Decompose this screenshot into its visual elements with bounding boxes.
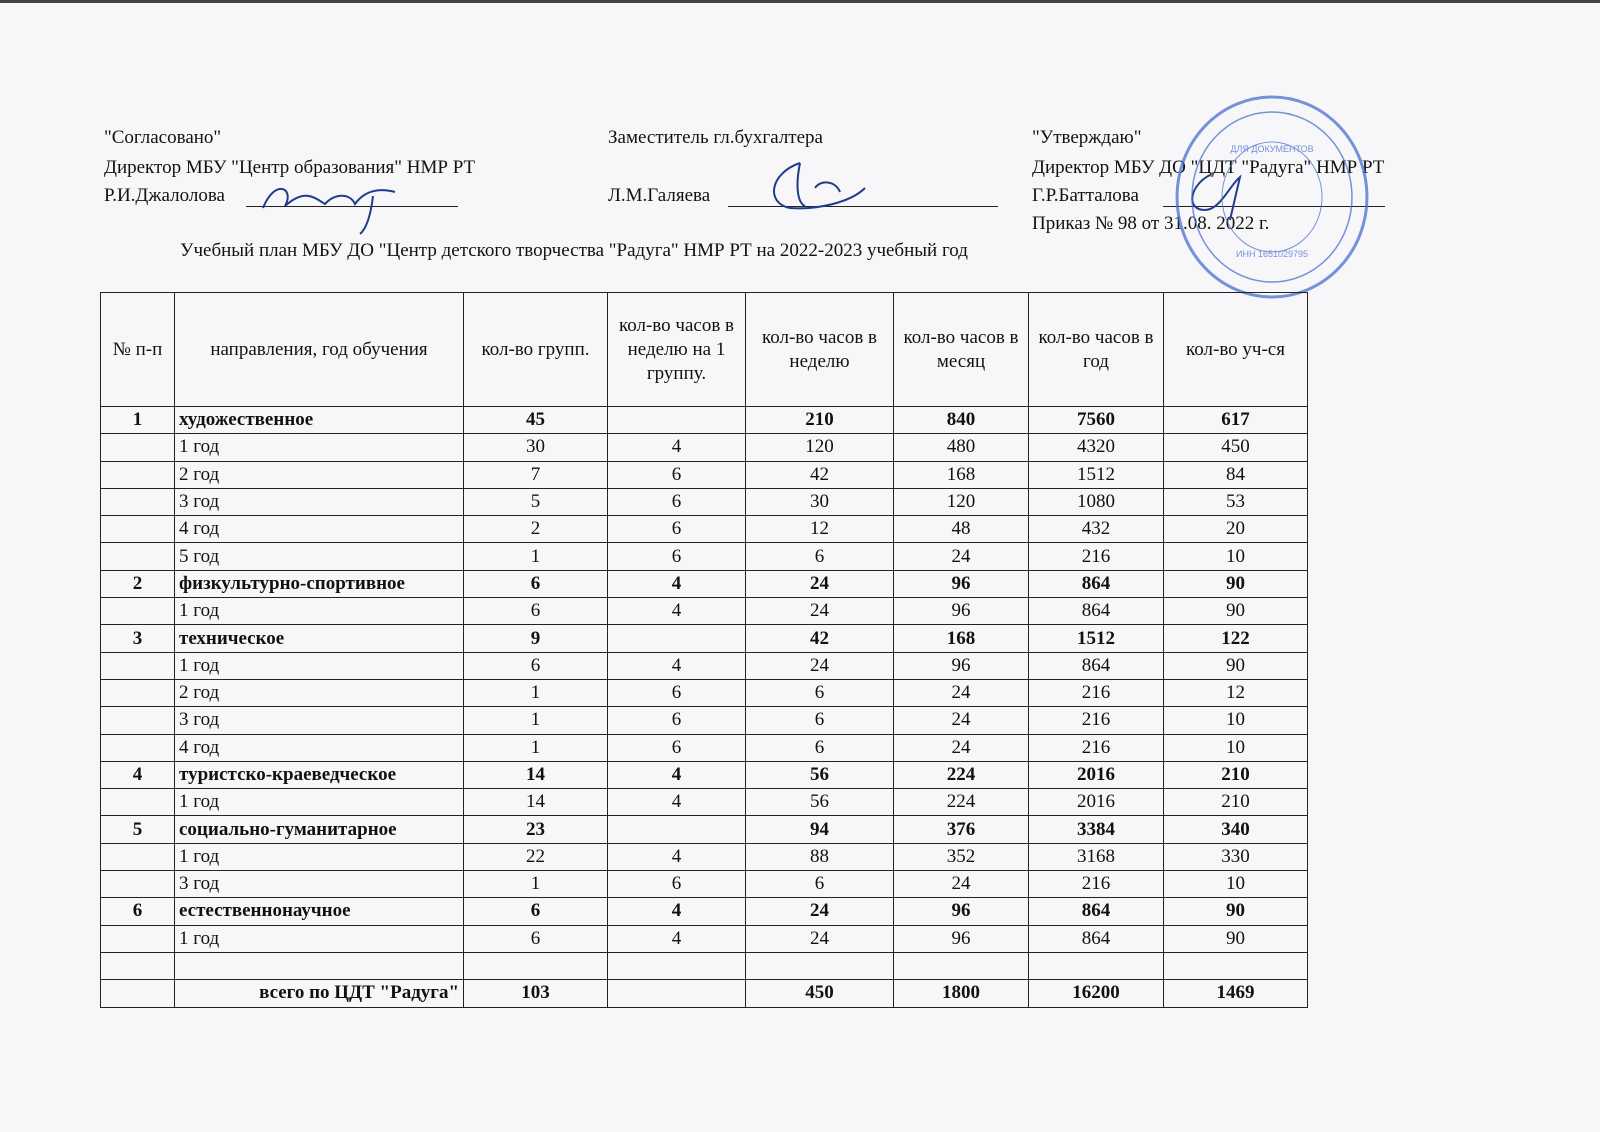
signature-middle (760, 158, 880, 218)
table-row (101, 598, 1308, 625)
document-title: Учебный план МБУ ДО "Центр детского творчества "Радуга" НМР РТ на 2022-2023 учебный год (180, 240, 968, 261)
cell-col-direction: 1 год (175, 598, 464, 625)
cell-col-hours-week: 24 (746, 652, 894, 679)
cell-col-hours-month: 168 (894, 625, 1029, 652)
cell-col-hours-year: 7560 (1029, 407, 1164, 434)
approval-left-position: Директор МБУ "Центр образования" НМР РТ (104, 157, 476, 178)
cell-col-hours-per-group: 4 (608, 843, 746, 870)
header-col-groups: кол-во групп. (464, 293, 608, 407)
cell-col-groups: 22 (464, 843, 608, 870)
header-col-students: кол-во уч-ся (1164, 293, 1308, 407)
direction-row (101, 898, 1308, 925)
cell-col-direction: 3 год (175, 871, 464, 898)
direction-row (101, 407, 1308, 434)
cell-col-students: 10 (1164, 543, 1308, 570)
table-row (101, 488, 1308, 515)
cell-col-students: 20 (1164, 516, 1308, 543)
cell-col-hours-week: 24 (746, 925, 894, 952)
cell-col-groups: 23 (464, 816, 608, 843)
cell-col-hours-week: 30 (746, 488, 894, 515)
cell-col-students: 90 (1164, 925, 1308, 952)
cell-col-hours-month: 224 (894, 789, 1029, 816)
cell-col-hours-per-group (608, 952, 746, 979)
cell-col-students: 450 (1164, 434, 1308, 461)
cell-col-hours-year: 216 (1029, 679, 1164, 706)
cell-col-direction: 1 год (175, 789, 464, 816)
cell-col-number: 4 (101, 761, 175, 788)
cell-col-hours-per-group: 6 (608, 488, 746, 515)
cell-col-direction: 1 год (175, 652, 464, 679)
cell-col-students: 340 (1164, 816, 1308, 843)
cell-col-hours-month: 24 (894, 679, 1029, 706)
cell-col-direction: 4 год (175, 516, 464, 543)
cell-col-students: 122 (1164, 625, 1308, 652)
cell-col-students: 53 (1164, 488, 1308, 515)
table-row (101, 925, 1308, 952)
table-row (101, 543, 1308, 570)
cell-col-groups: 45 (464, 407, 608, 434)
cell-col-hours-week: 24 (746, 598, 894, 625)
cell-col-hours-year: 1080 (1029, 488, 1164, 515)
cell-col-number (101, 488, 175, 515)
cell-col-hours-week: 6 (746, 543, 894, 570)
table-row (101, 652, 1308, 679)
cell-col-direction: 1 год (175, 843, 464, 870)
cell-col-hours-week: 12 (746, 516, 894, 543)
cell-col-number (101, 679, 175, 706)
direction-row (101, 625, 1308, 652)
cell-col-number (101, 516, 175, 543)
approval-middle-name: Л.М.Галяева (608, 185, 711, 206)
cell-col-direction: 1 год (175, 925, 464, 952)
cell-col-number (101, 543, 175, 570)
cell-col-direction: 3 год (175, 707, 464, 734)
cell-col-direction: 1 год (175, 434, 464, 461)
cell-col-direction: техническое (175, 625, 464, 652)
cell-col-students: 90 (1164, 898, 1308, 925)
cell-col-hours-per-group: 6 (608, 461, 746, 488)
cell-col-hours-per-group: 4 (608, 570, 746, 597)
cell-col-hours-month: 24 (894, 871, 1029, 898)
cell-col-groups: 5 (464, 488, 608, 515)
cell-col-hours-per-group: 6 (608, 516, 746, 543)
cell-col-direction: 4 год (175, 734, 464, 761)
approval-left-name: Р.И.Джалолова (104, 185, 225, 206)
cell-col-hours-week: 42 (746, 461, 894, 488)
cell-col-students: 1469 (1164, 980, 1308, 1007)
cell-col-hours-per-group: 6 (608, 734, 746, 761)
signature-left (255, 168, 415, 238)
cell-col-hours-month: 168 (894, 461, 1029, 488)
cell-col-number: 6 (101, 898, 175, 925)
order-reference: Приказ № 98 от 31.08. 2022 г. (1032, 213, 1270, 234)
cell-col-students: 12 (1164, 679, 1308, 706)
cell-col-hours-month: 96 (894, 570, 1029, 597)
approval-left-heading: "Согласовано" (104, 127, 222, 148)
cell-col-hours-week: 24 (746, 898, 894, 925)
direction-row (101, 570, 1308, 597)
cell-col-direction: художественное (175, 407, 464, 434)
cell-col-hours-week (746, 952, 894, 979)
cell-col-number (101, 434, 175, 461)
header-col-hours-week: кол-во часов в неделю (746, 293, 894, 407)
cell-col-hours-year: 2016 (1029, 761, 1164, 788)
cell-col-hours-week: 6 (746, 707, 894, 734)
cell-col-hours-week: 6 (746, 734, 894, 761)
cell-col-hours-month: 24 (894, 543, 1029, 570)
approval-right-position: Директор МБУ ДО "ЦДТ "Радуга" НМР РТ (1032, 157, 1385, 178)
cell-col-hours-year: 216 (1029, 871, 1164, 898)
cell-col-hours-week: 56 (746, 761, 894, 788)
table-row (101, 734, 1308, 761)
cell-col-hours-month: 120 (894, 488, 1029, 515)
cell-col-hours-month: 24 (894, 707, 1029, 734)
cell-col-students: 90 (1164, 570, 1308, 597)
approval-right-name: Г.Р.Батталова (1032, 185, 1139, 206)
cell-col-groups: 103 (464, 980, 608, 1007)
cell-col-groups: 6 (464, 598, 608, 625)
table-row (101, 516, 1308, 543)
cell-col-students: 617 (1164, 407, 1308, 434)
approval-middle-position: Заместитель гл.бухгалтера (608, 127, 823, 148)
cell-col-hours-per-group: 4 (608, 789, 746, 816)
cell-col-hours-per-group (608, 816, 746, 843)
cell-col-hours-month: 480 (894, 434, 1029, 461)
table-row (101, 952, 1308, 979)
cell-col-number (101, 789, 175, 816)
cell-col-hours-year: 864 (1029, 652, 1164, 679)
direction-row (101, 761, 1308, 788)
cell-col-direction: всего по ЦДТ "Радуга" (175, 980, 464, 1007)
cell-col-hours-month: 24 (894, 734, 1029, 761)
header-col-number: № п-п (101, 293, 175, 407)
cell-col-hours-per-group: 4 (608, 898, 746, 925)
cell-col-hours-year: 1512 (1029, 625, 1164, 652)
approval-right-heading: "Утверждаю" (1032, 127, 1142, 148)
table-row (101, 461, 1308, 488)
cell-col-students: 10 (1164, 734, 1308, 761)
cell-col-hours-per-group: 4 (608, 598, 746, 625)
curriculum-table (100, 292, 1308, 1008)
cell-col-hours-year: 864 (1029, 925, 1164, 952)
cell-col-hours-year: 216 (1029, 734, 1164, 761)
cell-col-direction: 5 год (175, 543, 464, 570)
cell-col-direction: 3 год (175, 488, 464, 515)
table-row (101, 789, 1308, 816)
cell-col-groups: 30 (464, 434, 608, 461)
cell-col-hours-month: 376 (894, 816, 1029, 843)
cell-col-hours-year: 432 (1029, 516, 1164, 543)
cell-col-hours-per-group: 6 (608, 679, 746, 706)
cell-col-hours-per-group: 4 (608, 925, 746, 952)
cell-col-groups: 14 (464, 761, 608, 788)
cell-col-hours-week: 24 (746, 570, 894, 597)
svg-text:ДЛЯ ДОКУМЕНТОВ: ДЛЯ ДОКУМЕНТОВ (1230, 144, 1314, 154)
table-row (101, 434, 1308, 461)
cell-col-hours-week: 94 (746, 816, 894, 843)
cell-col-number (101, 980, 175, 1007)
cell-col-number (101, 925, 175, 952)
cell-col-hours-per-group (608, 980, 746, 1007)
cell-col-groups: 6 (464, 570, 608, 597)
header-col-hours-per-group: кол-во часов в неделю на 1 группу. (608, 293, 746, 407)
cell-col-number: 2 (101, 570, 175, 597)
cell-col-hours-year: 4320 (1029, 434, 1164, 461)
cell-col-number (101, 843, 175, 870)
cell-col-students: 90 (1164, 652, 1308, 679)
cell-col-groups: 1 (464, 871, 608, 898)
cell-col-hours-week: 88 (746, 843, 894, 870)
cell-col-groups: 1 (464, 543, 608, 570)
cell-col-groups: 9 (464, 625, 608, 652)
direction-row (101, 816, 1308, 843)
cell-col-number: 5 (101, 816, 175, 843)
cell-col-students: 84 (1164, 461, 1308, 488)
cell-col-students: 10 (1164, 707, 1308, 734)
cell-col-students: 210 (1164, 789, 1308, 816)
cell-col-groups: 6 (464, 652, 608, 679)
cell-col-hours-year: 864 (1029, 898, 1164, 925)
cell-col-hours-month: 840 (894, 407, 1029, 434)
cell-col-hours-per-group: 6 (608, 543, 746, 570)
cell-col-students: 210 (1164, 761, 1308, 788)
cell-col-students: 10 (1164, 871, 1308, 898)
cell-col-hours-per-group: 6 (608, 871, 746, 898)
cell-col-hours-month: 224 (894, 761, 1029, 788)
cell-col-students: 330 (1164, 843, 1308, 870)
cell-col-direction: социально-гуманитарное (175, 816, 464, 843)
cell-col-hours-per-group: 4 (608, 434, 746, 461)
cell-col-groups: 6 (464, 925, 608, 952)
cell-col-hours-per-group: 6 (608, 707, 746, 734)
cell-col-hours-year: 216 (1029, 707, 1164, 734)
cell-col-direction (175, 952, 464, 979)
cell-col-number (101, 652, 175, 679)
cell-col-direction: туристско-краеведческое (175, 761, 464, 788)
cell-col-hours-week: 450 (746, 980, 894, 1007)
cell-col-number (101, 871, 175, 898)
cell-col-hours-per-group (608, 407, 746, 434)
cell-col-number: 1 (101, 407, 175, 434)
cell-col-hours-week: 6 (746, 679, 894, 706)
table-row (101, 679, 1308, 706)
svg-text:ИНН 1651029795: ИНН 1651029795 (1235, 249, 1309, 259)
cell-col-groups: 6 (464, 898, 608, 925)
table-row (101, 843, 1308, 870)
cell-col-hours-per-group: 4 (608, 652, 746, 679)
cell-col-groups (464, 952, 608, 979)
cell-col-direction: физкультурно-спортивное (175, 570, 464, 597)
cell-col-hours-month: 48 (894, 516, 1029, 543)
cell-col-number: 3 (101, 625, 175, 652)
cell-col-number (101, 952, 175, 979)
cell-col-direction: естественнонаучное (175, 898, 464, 925)
header-col-hours-year: кол-во часов в год (1029, 293, 1164, 407)
header-col-direction: направления, год обучения (175, 293, 464, 407)
table-row (101, 707, 1308, 734)
cell-col-hours-week: 120 (746, 434, 894, 461)
cell-col-hours-year: 3168 (1029, 843, 1164, 870)
cell-col-hours-month: 96 (894, 898, 1029, 925)
cell-col-students: 90 (1164, 598, 1308, 625)
cell-col-hours-month: 96 (894, 652, 1029, 679)
cell-col-hours-year: 864 (1029, 598, 1164, 625)
cell-col-groups: 7 (464, 461, 608, 488)
cell-col-hours-month: 352 (894, 843, 1029, 870)
cell-col-groups: 1 (464, 707, 608, 734)
cell-col-hours-year: 216 (1029, 543, 1164, 570)
cell-col-groups: 14 (464, 789, 608, 816)
cell-col-hours-month: 96 (894, 598, 1029, 625)
cell-col-hours-year: 16200 (1029, 980, 1164, 1007)
scan-edge (0, 0, 1600, 3)
cell-col-groups: 1 (464, 734, 608, 761)
cell-col-hours-year: 864 (1029, 570, 1164, 597)
cell-col-hours-year: 1512 (1029, 461, 1164, 488)
total-row (101, 980, 1308, 1007)
cell-col-hours-year: 3384 (1029, 816, 1164, 843)
cell-col-hours-week: 42 (746, 625, 894, 652)
cell-col-hours-month: 1800 (894, 980, 1029, 1007)
cell-col-hours-month (894, 952, 1029, 979)
cell-col-number (101, 734, 175, 761)
table-row (101, 871, 1308, 898)
cell-col-groups: 1 (464, 679, 608, 706)
cell-col-hours-year: 2016 (1029, 789, 1164, 816)
cell-col-students (1164, 952, 1308, 979)
cell-col-direction: 2 год (175, 461, 464, 488)
cell-col-groups: 2 (464, 516, 608, 543)
cell-col-hours-week: 56 (746, 789, 894, 816)
cell-col-number (101, 707, 175, 734)
official-seal (1172, 92, 1372, 302)
cell-col-hours-week: 6 (746, 871, 894, 898)
cell-col-number (101, 598, 175, 625)
cell-col-hours-per-group: 4 (608, 761, 746, 788)
header-col-hours-month: кол-во часов в месяц (894, 293, 1029, 407)
cell-col-direction: 2 год (175, 679, 464, 706)
table-header-row (101, 293, 1308, 407)
cell-col-number (101, 461, 175, 488)
cell-col-hours-month: 96 (894, 925, 1029, 952)
cell-col-hours-per-group (608, 625, 746, 652)
cell-col-hours-year (1029, 952, 1164, 979)
cell-col-hours-week: 210 (746, 407, 894, 434)
